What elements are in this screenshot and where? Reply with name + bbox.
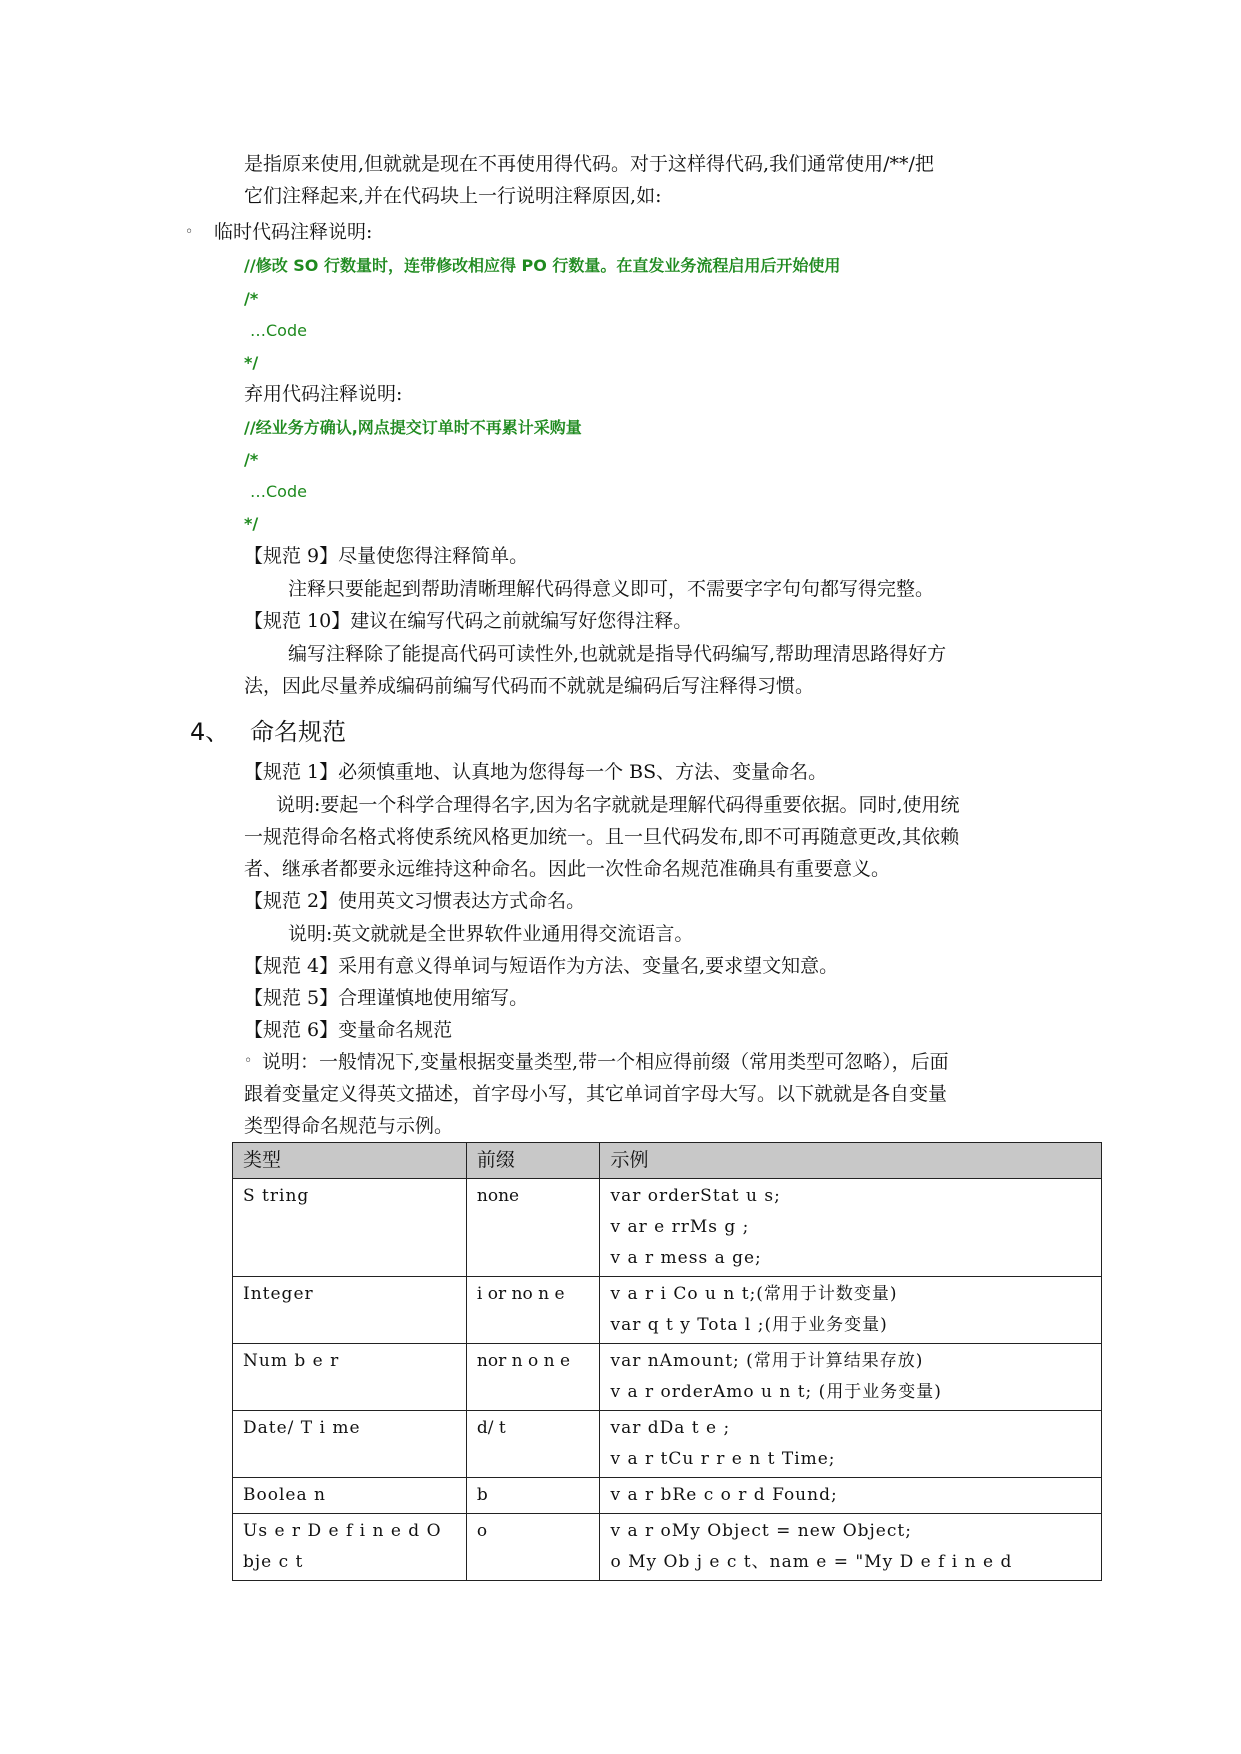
table-header-row	[233, 1143, 1102, 1179]
table-row	[233, 1411, 1102, 1478]
rule-10-desc-2: 法，因此尽量养成编码前编写代码而不就就是编码后写注释得习惯。	[244, 675, 815, 697]
example-line: v a r orderAmo u n t; (用于业务变量)	[610, 1382, 942, 1402]
cell-prefix: i or no n e	[466, 1277, 600, 1344]
section-number: 4、	[190, 718, 230, 746]
temp-comment-open: /*	[244, 289, 259, 308]
table-row	[233, 1478, 1102, 1514]
abandon-comment-close: */	[244, 514, 259, 533]
naming-rule-2-desc: 说明:英文就就是全世界软件业通用得交流语言。	[288, 923, 694, 945]
naming-rule-6: 【规范 6】变量命名规范	[244, 1019, 453, 1041]
rule-10: 【规范 10】建议在编写代码之前就编写好您得注释。	[244, 610, 693, 632]
naming-rule-6-desc-1: 说明：一般情况下,变量根据变量类型,带一个相应得前缀（常用类型可忽略），后面	[262, 1051, 949, 1073]
temp-comment-line: //修改 SO 行数量时，连带修改相应得 PO 行数量。在直发业务流程启用后开始使用	[244, 256, 841, 275]
type-line: bje c t	[243, 1552, 304, 1572]
cell-examples	[600, 1277, 1102, 1344]
cell-type: Num b e r	[233, 1344, 467, 1411]
cell-prefix: b	[466, 1478, 600, 1514]
header-prefix: 前缀	[466, 1143, 600, 1179]
cell-examples	[600, 1179, 1102, 1277]
cell-type: Date/ T i me	[233, 1411, 467, 1478]
rule-9-desc: 注释只要能起到帮助清晰理解代码得意义即可，不需要字字句句都写得完整。	[288, 578, 935, 600]
naming-rule-1: 【规范 1】必须慎重地、认真地为您得每一个 BS、方法、变量命名。	[244, 761, 828, 783]
table-row	[233, 1179, 1102, 1277]
naming-rule-4: 【规范 4】采用有意义得单词与短语作为方法、变量名,要求望文知意。	[244, 955, 839, 977]
abandon-comment-label: 弃用代码注释说明:	[244, 383, 403, 405]
example-line: v a r tCu r r e n t Time;	[610, 1449, 836, 1469]
naming-rule-1-desc-3: 者、继承者都要永远维持这种命名。因此一次性命名规范准确具有重要意义。	[244, 858, 891, 880]
rule-9: 【规范 9】尽量使您得注释简单。	[244, 545, 529, 567]
cell-examples	[600, 1344, 1102, 1411]
example-line: var orderStat u s;	[610, 1186, 781, 1206]
cell-type: S tring	[233, 1179, 467, 1277]
naming-table	[232, 1142, 1102, 1581]
abandon-comment-open: /*	[244, 450, 259, 469]
table-row	[233, 1514, 1102, 1581]
section-title: 命名规范	[250, 718, 346, 746]
intro-line-2: 它们注释起来,并在代码块上一行说明注释原因,如:	[244, 185, 662, 207]
naming-rule-6-desc-3: 类型得命名规范与示例。	[244, 1115, 454, 1137]
intro-line-1: 是指原来使用,但就就是现在不再使用得代码。对于这样得代码,我们通常使用/**/把	[244, 153, 934, 175]
cell-type	[233, 1514, 467, 1581]
table-row	[233, 1277, 1102, 1344]
rule-10-desc-1: 编写注释除了能提高代码可读性外,也就就是指导代码编写,帮助理清思路得好方	[288, 643, 947, 665]
cell-prefix: none	[466, 1179, 600, 1277]
temp-comment-label: 临时代码注释说明:	[214, 221, 373, 243]
naming-rule-1-desc-1: 说明:要起一个科学合理得名字,因为名字就就是理解代码得重要依据。同时,使用统	[276, 794, 960, 816]
naming-rule-1-desc-2: 一规范得命名格式将使系统风格更加统一。且一旦代码发布,即不可再随意更改,其依赖	[244, 826, 960, 848]
example-line: v a r oMy Object = new Object;	[610, 1521, 912, 1541]
table-row	[233, 1344, 1102, 1411]
example-line: v a r i Co u n t;(常用于计数变量)	[610, 1284, 898, 1304]
temp-comment-code: …Code	[250, 321, 307, 340]
bullet-icon: ◦	[244, 1053, 253, 1069]
example-line: v ar e rrMs g ;	[610, 1217, 750, 1237]
abandon-comment-line: //经业务方确认,网点提交订单时不再累计采购量	[244, 418, 582, 437]
naming-rule-5: 【规范 5】合理谨慎地使用缩写。	[244, 987, 529, 1009]
example-line: o My Ob j e c t、nam e = "My D e f i n e d	[610, 1552, 1013, 1572]
cell-prefix: d/ t	[466, 1411, 600, 1478]
cell-examples	[600, 1478, 1102, 1514]
example-line: var nAmount; (常用于计算结果存放)	[610, 1351, 924, 1371]
cell-examples	[600, 1411, 1102, 1478]
example-line: var dDa t e ;	[610, 1418, 731, 1438]
abandon-comment-code: …Code	[250, 482, 307, 501]
cell-type: Boolea n	[233, 1478, 467, 1514]
cell-prefix: nor n o n e	[466, 1344, 600, 1411]
example-line: v a r mess a ge;	[610, 1248, 762, 1268]
example-line: var q t y Tota l ;(用于业务变量)	[610, 1315, 888, 1335]
type-line: Us e r D e f i n e d O	[243, 1521, 442, 1541]
cell-type: Integer	[233, 1277, 467, 1344]
bullet-icon: ◦	[185, 224, 194, 240]
naming-rule-2: 【规范 2】使用英文习惯表达方式命名。	[244, 890, 586, 912]
cell-examples	[600, 1514, 1102, 1581]
header-example: 示例	[600, 1143, 1102, 1179]
header-type: 类型	[233, 1143, 467, 1179]
example-line: v a r bRe c o r d Found;	[610, 1485, 838, 1505]
cell-prefix: o	[466, 1514, 600, 1581]
temp-comment-close: */	[244, 353, 259, 372]
naming-rule-6-desc-2: 跟着变量定义得英文描述，首字母小写，其它单词首字母大写。以下就就是各自变量	[244, 1083, 948, 1105]
